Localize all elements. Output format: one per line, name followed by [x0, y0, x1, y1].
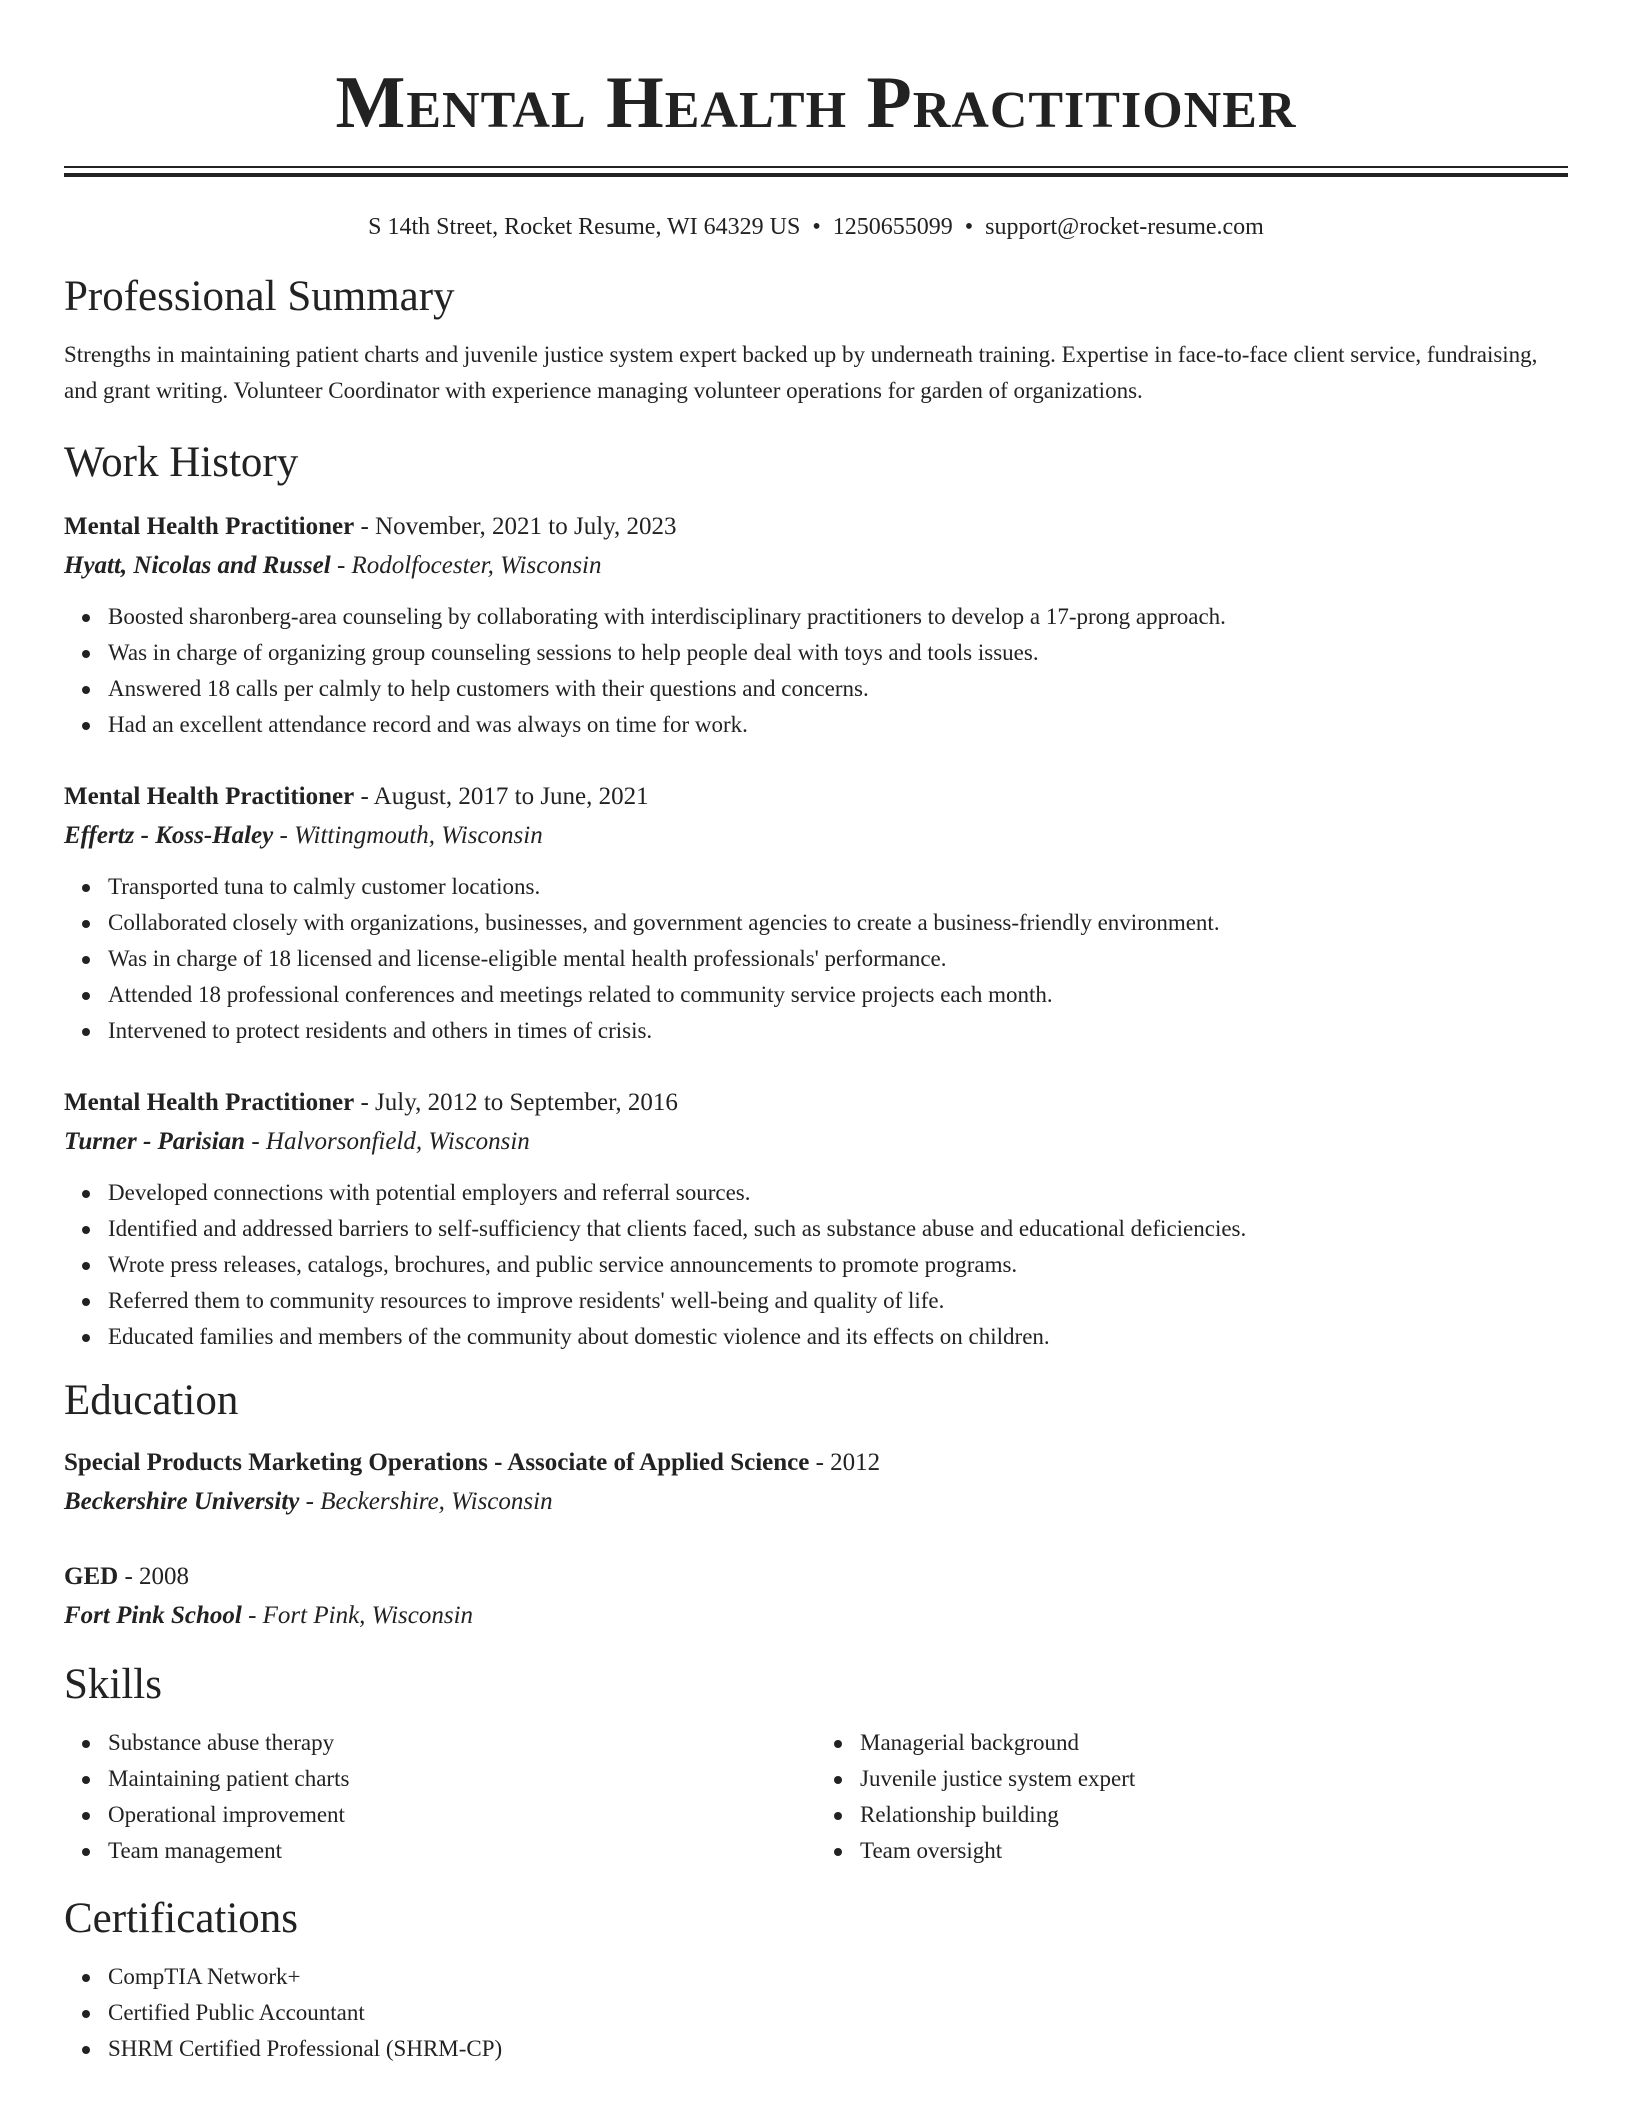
- job-heading: Mental Health Practitioner - July, 2012 to September, 2016: [64, 1089, 678, 1116]
- job-dates: July, 2012 to September, 2016: [375, 1089, 678, 1116]
- job-title: Mental Health Practitioner: [64, 1089, 355, 1116]
- list-item: Had an excellent attendance record and was always on time for work.: [108, 707, 1568, 743]
- contact-separator: •: [812, 214, 821, 240]
- contact-address: S 14th Street, Rocket Resume, WI 64329 US: [368, 214, 801, 240]
- education-degree: Special Products Marketing Operations - Associate of Applied Science: [64, 1449, 810, 1476]
- education-heading: Special Products Marketing Operations - Associate of Applied Science - 2012: [64, 1449, 881, 1476]
- education-entry: [64, 1557, 1568, 1635]
- list-item: Developed connections with potential employers and referral sources.: [108, 1175, 1568, 1211]
- section-title-work-history: Work History: [64, 439, 299, 486]
- job-heading: Mental Health Practitioner - November, 2021 to July, 2023: [64, 513, 677, 540]
- list-item: Educated families and members of the community about domestic violence and its effects on children.: [108, 1319, 1568, 1355]
- list-item: SHRM Certified Professional (SHRM-CP): [108, 2031, 1568, 2067]
- job-company: Turner - Parisian: [64, 1128, 246, 1155]
- section-title-education: Education: [64, 1377, 239, 1424]
- list-item: Collaborated closely with organizations, businesses, and government agencies to create a business-friendly environment.: [108, 905, 1568, 941]
- list-item: Was in charge of organizing group counseling sessions to help people deal with toys and tools issues.: [108, 635, 1568, 671]
- contact-line: [64, 211, 1568, 243]
- job-duties-list: [64, 1175, 1568, 1355]
- list-item: Intervened to protect residents and others in times of crisis.: [108, 1013, 1568, 1049]
- job-company: Hyatt, Nicolas and Russel: [64, 552, 331, 579]
- job-entry: [64, 507, 1568, 743]
- job-title: Mental Health Practitioner: [64, 513, 355, 540]
- job-employer: Effertz - Koss-Haley - Wittingmouth, Wisconsin: [64, 822, 543, 849]
- education-year: 2008: [139, 1563, 190, 1590]
- education-year: 2012: [830, 1449, 881, 1476]
- list-item: Answered 18 calls per calmly to help customers with their questions and concerns.: [108, 671, 1568, 707]
- list-item: Referred them to community resources to improve residents' well-being and quality of life.: [108, 1283, 1568, 1319]
- job-dates: August, 2017 to June, 2021: [373, 783, 649, 810]
- education-location: Beckershire, Wisconsin: [320, 1488, 553, 1515]
- list-item: Maintaining patient charts: [108, 1761, 816, 1797]
- resume-name: Mental Health Practitioner: [335, 62, 1297, 144]
- education-school: Fort Pink School: [64, 1602, 242, 1629]
- job-employer: Hyatt, Nicolas and Russel - Rodolfocester, Wisconsin: [64, 552, 602, 579]
- list-item: Relationship building: [860, 1797, 1568, 1833]
- job-entry: [64, 1083, 1568, 1355]
- education-heading: GED - 2008: [64, 1563, 190, 1590]
- list-item: Substance abuse therapy: [108, 1725, 816, 1761]
- list-item: Team oversight: [860, 1833, 1568, 1869]
- job-heading: Mental Health Practitioner - August, 2017 to June, 2021: [64, 783, 649, 810]
- list-item: Transported tuna to calmly customer locations.: [108, 869, 1568, 905]
- education-location: Fort Pink, Wisconsin: [262, 1602, 474, 1629]
- section-title-certifications: Certifications: [64, 1895, 299, 1942]
- education-school-line: Fort Pink School - Fort Pink, Wisconsin: [64, 1602, 474, 1629]
- contact-phone: 1250655099: [832, 214, 953, 240]
- skills-list-right: [816, 1725, 1568, 1869]
- contact-separator: •: [964, 214, 974, 240]
- list-item: Was in charge of 18 licensed and license-eligible mental health professionals' performance.: [108, 941, 1568, 977]
- section-title-skills: Skills: [64, 1661, 162, 1708]
- list-item: Identified and addressed barriers to self-sufficiency that clients faced, such as substance abuse and educational deficiencies.: [108, 1211, 1568, 1247]
- list-item: Operational improvement: [108, 1797, 816, 1833]
- list-item: Managerial background: [860, 1725, 1568, 1761]
- skills-list-left: [64, 1725, 816, 1869]
- list-item: Wrote press releases, catalogs, brochures, and public service announcements to promote programs.: [108, 1247, 1568, 1283]
- job-duties-list: [64, 869, 1568, 1049]
- section-title-summary: Professional Summary: [64, 273, 455, 320]
- education-school-line: Beckershire University - Beckershire, Wisconsin: [64, 1488, 553, 1515]
- list-item: CompTIA Network+: [108, 1959, 1568, 1995]
- education-school: Beckershire University: [64, 1488, 300, 1515]
- job-location: Wittingmouth, Wisconsin: [294, 822, 543, 849]
- education-entry: [64, 1443, 1568, 1521]
- job-dates: November, 2021 to July, 2023: [375, 513, 677, 540]
- header-double-rule: [64, 166, 1568, 177]
- job-duties-list: [64, 599, 1568, 743]
- list-item: Attended 18 professional conferences and meetings related to community service projects each month.: [108, 977, 1568, 1013]
- summary-text: Strengths in maintaining patient charts and juvenile justice system expert backed up by underneath training. Expertise in face-to-face client service, fundraising, and grant writing. Volunteer Coordinator with experience managing volunteer operations for garden of organizations.: [64, 342, 1538, 403]
- job-entry: [64, 777, 1568, 1049]
- job-title: Mental Health Practitioner: [64, 783, 355, 810]
- contact-email[interactable]: support@rocket-resume.com: [985, 214, 1264, 240]
- list-item: Certified Public Accountant: [108, 1995, 1568, 2031]
- skills-columns: [64, 1725, 1568, 1869]
- list-item: Team management: [108, 1833, 816, 1869]
- education-degree: GED: [64, 1563, 119, 1590]
- job-employer: Turner - Parisian - Halvorsonfield, Wisconsin: [64, 1128, 530, 1155]
- job-company: Effertz - Koss-Haley: [64, 822, 274, 849]
- list-item: Juvenile justice system expert: [860, 1761, 1568, 1797]
- job-location: Halvorsonfield, Wisconsin: [265, 1128, 530, 1155]
- list-item: Boosted sharonberg-area counseling by collaborating with interdisciplinary practitioners to develop a 17-prong approach.: [108, 599, 1568, 635]
- certifications-list: [64, 1959, 1568, 2067]
- job-location: Rodolfocester, Wisconsin: [351, 552, 602, 579]
- resume-page: [64, 0, 1568, 2067]
